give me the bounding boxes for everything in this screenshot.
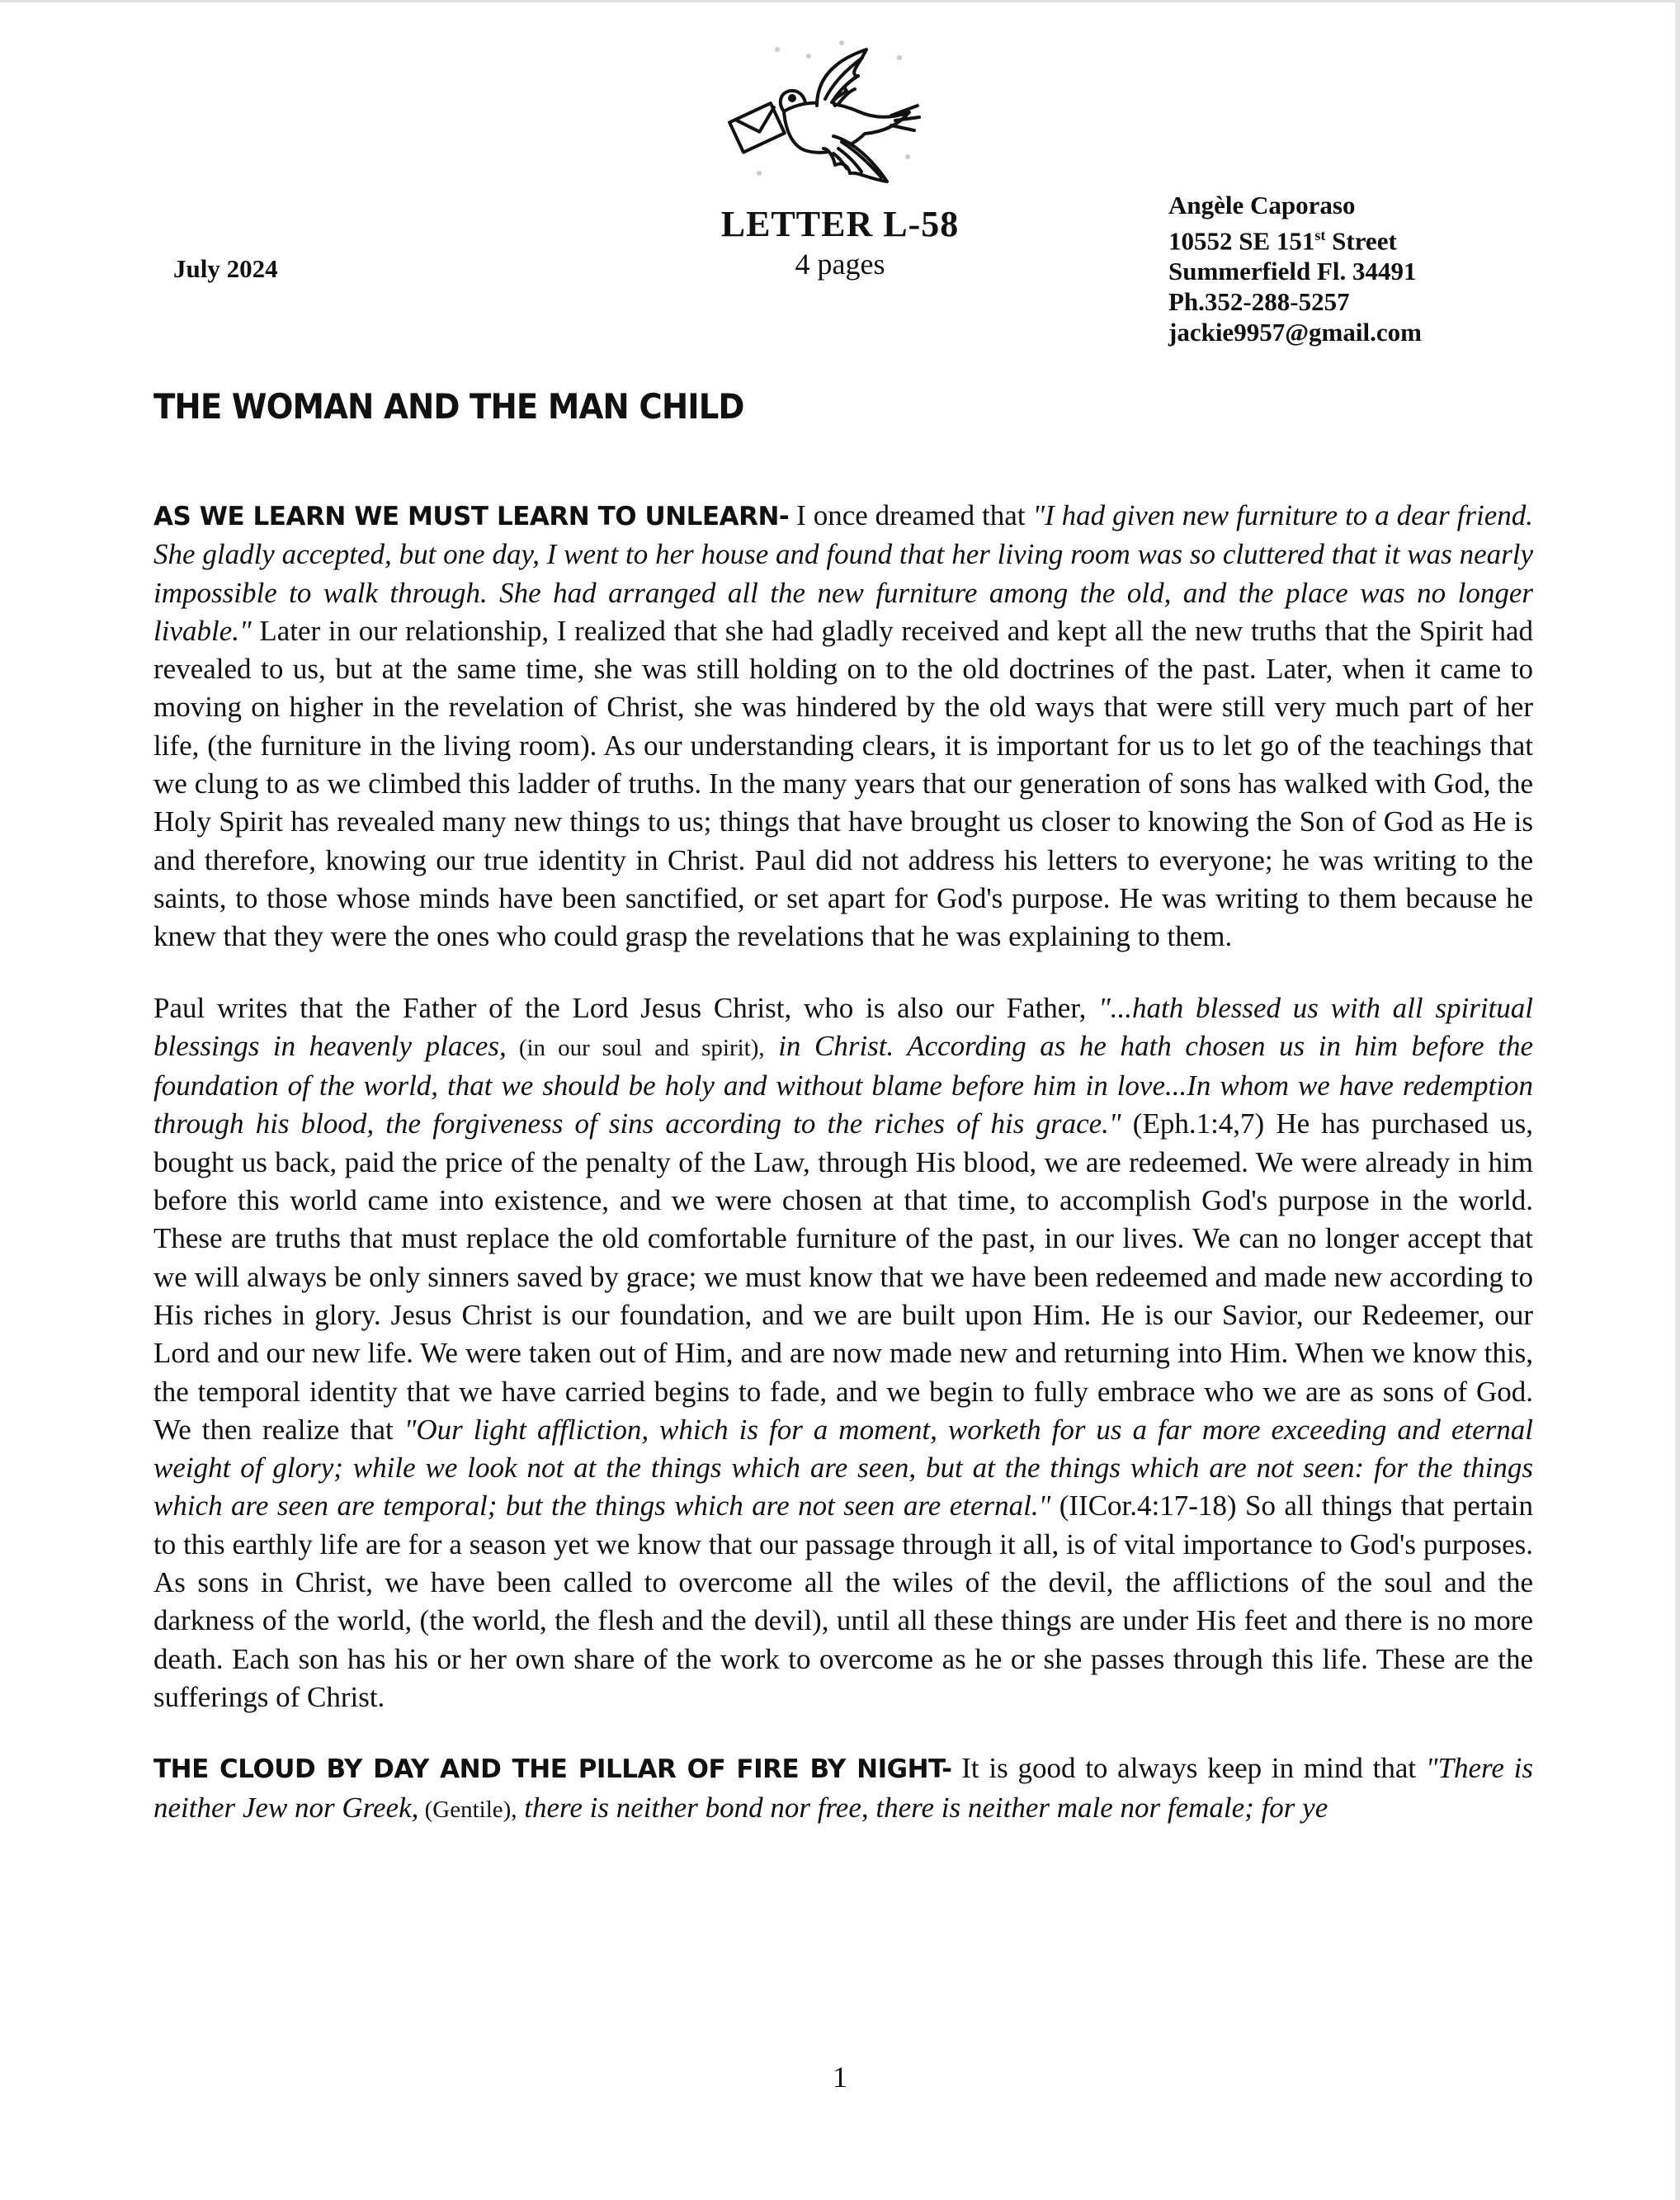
sender-email: jackie9957@gmail.com	[1168, 318, 1422, 347]
sender-phone: Ph.352-288-5257	[1168, 287, 1350, 317]
quote-span: "There is neither Jew nor Greek,	[153, 1752, 1533, 1824]
street-number: 10552 SE 151	[1168, 226, 1315, 256]
sender-street	[1168, 220, 1422, 256]
text-span: I once dreamed that	[789, 499, 1033, 531]
sender-address	[1168, 190, 1422, 347]
page-count: 4 pages	[795, 248, 885, 281]
quote-span: "...hath blessed us with all spiritual blessings in heavenly places,	[153, 991, 1533, 1062]
text-span: Paul writes that the Father of the Lord Jesus Christ, who is also our Father,	[153, 991, 1099, 1024]
street-suffix: st	[1314, 227, 1326, 243]
sender-city: Summerfield Fl. 34491	[1168, 257, 1417, 286]
dove-with-letter-icon	[726, 33, 924, 198]
page-number: 1	[833, 2061, 847, 2094]
quote-span: there is neither bond nor free, there is neither male nor female; for ye	[517, 1791, 1328, 1824]
street-name: Street	[1325, 226, 1397, 256]
paragraph-3	[153, 1749, 1533, 1829]
letter-header	[0, 203, 1680, 281]
note-span: (Gentile),	[418, 1796, 517, 1823]
note-span: (in our soul and spirit),	[506, 1034, 765, 1061]
document-title: THE WOMAN AND THE MAN CHILD	[153, 386, 744, 427]
paragraph-2	[153, 989, 1533, 1717]
body-text	[153, 497, 1533, 1862]
page-border-right	[1675, 0, 1680, 2200]
text-span: It is good to always keep in mind that	[951, 1752, 1426, 1785]
paragraph-1	[153, 497, 1533, 956]
quote-span: in Christ. According as he hath chosen us in him before the foundation of the world, that we should be holy and without blame before him in love...In whom we have redemption through his blood, the forgiveness of sins according to the riches of his grace."	[153, 1029, 1533, 1140]
quote-span: "I had given new furniture to a dear friend. She gladly accepted, but one day, I went to her house and found that her living room was so cluttered that it was nearly impossible to walk through. She had arranged all the new furniture among the old, and the place was no longer livable."	[153, 499, 1533, 647]
paragraph-heading: AS WE LEARN WE MUST LEARN TO UNLEARN-	[153, 502, 790, 531]
sender-name: Angèle Caporaso	[1168, 191, 1356, 220]
text-span: (Eph.1:4,7) He has purchased us, bought us back, paid the price of the penalty of the Law, through His blood, we are redeemed. We were already in him before this world came into existence, and we were chosen at that time, to accomplish God's purpose in the world. These are truths that must replace the old comfortable furniture of the past, in our lives. We can no longer accept that we will always be only sinners saved by grace; we must know that we have been redeemed and made new according to His riches in glory. Jesus Christ is our foundation, and we are built upon Him. He is our Savior, our Redeemer, our Lord and our new life. We were taken out of Him, and are now made new and returning into Him. When we know this, the temporal identity that we have carried begins to fade, and we begin to fully embrace who we are as sons of God. We then realize that	[153, 1107, 1533, 1446]
letter-number: LETTER L-58	[720, 204, 960, 244]
text-span: Later in our relationship, I realized that she had gladly received and kept all the new truths that the Spirit had revealed to us, but at the same time, she was still holding on to the old doctrines of the past. Later, when it came to moving on higher in the revelation of Christ, she was hindered by the old ways that were still very much part of her life, (the furniture in the living room). As our understanding clears, it is important for us to let go of the teachings that we clung to as we climbed this ladder of truths. In the many years that our generation of sons has walked with God, the Holy Spirit has revealed many new things to us; things that have brought us closer to knowing the Son of God as He is and therefore, knowing our true identity in Christ. Paul did not address his letters to everyone; he was writing to the saints, to those whose minds have been sanctified, or set apart for God's purpose. He was writing to them because he knew that they were the ones who could grasp the revelations that he was explaining to them.	[153, 614, 1533, 953]
text-span: (IICor.4:17-18) So all things that pertain to this earthly life are for a season yet we know that our passage through it all, is of vital importance to God's purposes. As sons in Christ, we have been called to overcome all the wiles of the devil, the afflictions of the soul and the darkness of the world, (the world, the flesh and the devil), until all these things are under His feet and there is no more death. Each son has his or her own share of the work to overcome as he or she passes through this life. These are the sufferings of Christ.	[153, 1489, 1533, 1713]
paragraph-heading: THE CLOUD BY DAY AND THE PILLAR OF FIRE BY NIGHT-	[153, 1754, 952, 1785]
letter-date: July 2024	[173, 254, 278, 283]
quote-span: "Our light affliction, which is for a moment, worketh for us a far more exceeding and eternal weight of glory; while we look not at the things which are seen, but at the things which are not seen: for the things which are seen are temporal; but the things which are not seen are eternal."	[153, 1413, 1533, 1523]
page-border-top	[0, 0, 1680, 2]
